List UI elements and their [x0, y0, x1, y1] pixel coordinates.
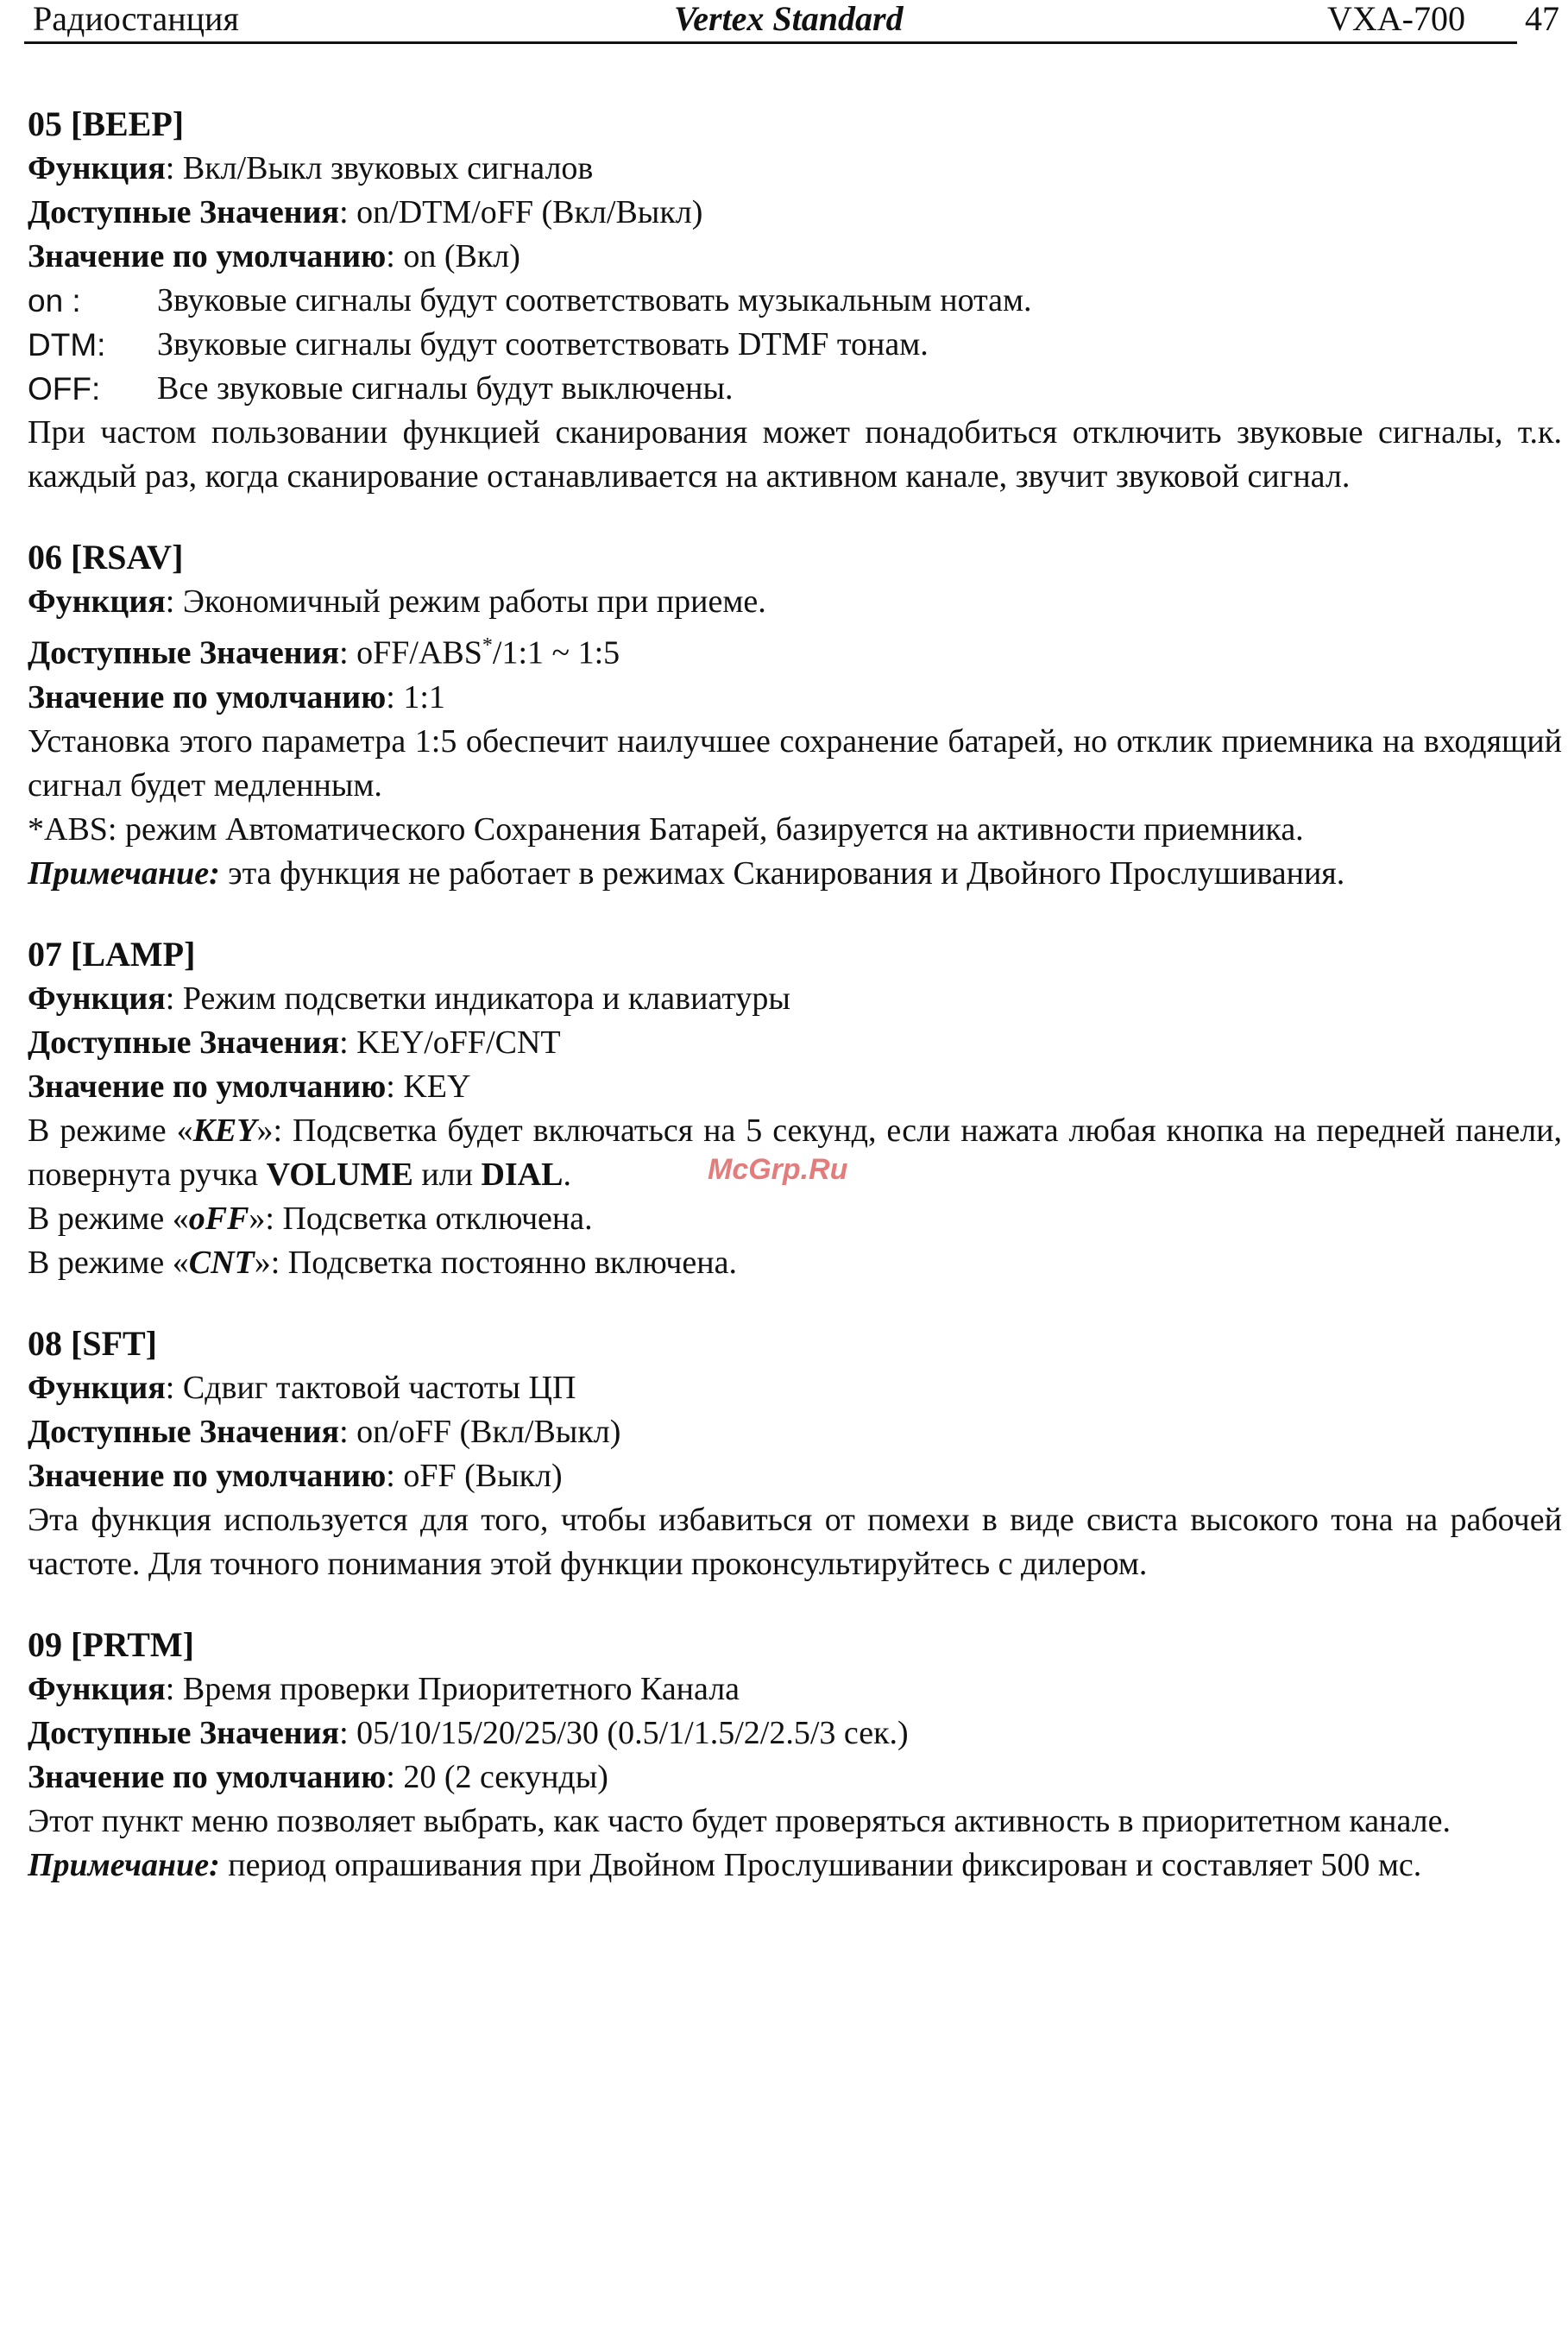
mode-cnt: CNT: [188, 1244, 255, 1281]
label-note: Примечание:: [28, 1846, 220, 1883]
section-rsav: [28, 535, 1564, 896]
values-line: Доступные Значения: oFF/ABS*/1:1 ~ 1:5: [28, 634, 620, 671]
label-default: Значение по умолчанию: [28, 1068, 387, 1105]
note-text: эта функция не работает в режимах Сканирования и Двойного Прослушивания.: [228, 854, 1345, 892]
option-row: [28, 279, 1564, 323]
option-row: [28, 323, 1564, 367]
default-line: Значение по умолчанию: on (Вкл): [28, 238, 520, 274]
label-function: Функция: [28, 583, 166, 620]
values-value: KEY/oFF/CNT: [356, 1024, 561, 1061]
option-code: OFF:: [28, 371, 101, 407]
mode-key: KEY: [192, 1112, 257, 1149]
default-line: Значение по умолчанию: 20 (2 секунды): [28, 1758, 608, 1795]
function-line: Функция: Экономичный режим работы при приеме.: [28, 583, 766, 620]
mode-off: oFF: [188, 1200, 249, 1237]
label-function: Функция: [28, 150, 166, 186]
default-line: Значение по умолчанию: 1:1: [28, 678, 445, 715]
section-lamp: [28, 932, 1564, 1285]
header-model: VXA-700: [1327, 0, 1465, 38]
page-number: 47: [1525, 0, 1559, 38]
header-brand: Vertex Standard: [674, 0, 904, 38]
label-default: Значение по умолчанию: [28, 238, 387, 274]
label-note: Примечание:: [28, 854, 220, 892]
function-value: Режим подсветки индикатора и клавиатуры: [182, 980, 790, 1017]
label-values: Доступные Значения: [28, 1413, 340, 1450]
label-values: Доступные Значения: [28, 634, 340, 671]
option-code: on :: [28, 283, 81, 318]
label-function: Функция: [28, 1369, 166, 1406]
option-desc: Звуковые сигналы будут соответствовать DTMF тонам.: [157, 326, 929, 362]
default-value: oFF (Выкл): [403, 1457, 563, 1494]
function-line: Функция: Режим подсветки индикатора и клавиатуры: [28, 980, 790, 1017]
note-line: [28, 852, 1564, 896]
label-function: Функция: [28, 1670, 166, 1707]
default-value: KEY: [403, 1068, 471, 1105]
values-line: Доступные Значения: on/oFF (Вкл/Выкл): [28, 1413, 621, 1450]
section-paragraph: При частом пользовании функцией сканирования может понадобиться отключить звуковые сигналы, т.к. каждый раз, когда сканирование останавливается на активном канале, звучит звуковой сигнал.: [28, 414, 1562, 495]
values-line: Доступные Значения: KEY/oFF/CNT: [28, 1024, 561, 1061]
label-default: Значение по умолчанию: [28, 1457, 387, 1494]
section-title: 07 [LAMP]: [28, 934, 196, 974]
note-text: период опрашивания при Двойном Прослушивании фиксирован и составляет 500 мс.: [228, 1846, 1422, 1883]
section-paragraph: В режиме «KEY»: Подсветка будет включаться на 5 секунд, если нажата любая кнопка на передней панели, повернута ручка VOLUME или DIAL.: [28, 1112, 1562, 1193]
default-line: Значение по умолчанию: oFF (Выкл): [28, 1457, 563, 1494]
label-values: Доступные Значения: [28, 1024, 340, 1061]
page-header: [24, 0, 1517, 44]
label-function: Функция: [28, 980, 166, 1017]
default-value: 20 (2 секунды): [403, 1758, 608, 1795]
values-line: Доступные Значения: on/DTM/oFF (Вкл/Выкл): [28, 194, 703, 230]
footnote: *ABS: режим Автоматического Сохранения Батарей, базируется на активности приемника.: [28, 810, 1304, 848]
document-body: [28, 102, 1564, 1924]
values-value: oFF/ABS: [356, 634, 482, 671]
section-title: 05 [BEEP]: [28, 104, 185, 143]
default-line: Значение по умолчанию: KEY: [28, 1068, 471, 1105]
label-default: Значение по умолчанию: [28, 1758, 387, 1795]
function-value: Вкл/Выкл звуковых сигналов: [182, 150, 594, 186]
section-beep: [28, 102, 1564, 499]
option-code: DTM:: [28, 327, 106, 362]
header-left: Радиостанция: [33, 0, 239, 38]
section-paragraph: Эта функция используется для того, чтобы избавиться от помехи в виде свиста высокого тона на рабочей частоте. Для точного понимания этой функции проконсультируйтесь с дилером.: [28, 1501, 1562, 1582]
footnote-mark: *: [482, 634, 493, 657]
function-value: Экономичный режим работы при приеме.: [182, 583, 766, 620]
values-value: 05/10/15/20/25/30 (0.5/1/1.5/2/2.5/3 сек.): [356, 1714, 909, 1751]
dial-label: DIAL: [481, 1156, 564, 1193]
function-line: Функция: Вкл/Выкл звуковых сигналов: [28, 150, 594, 186]
mode-line: В режиме «oFF»: Подсветка отключена.: [28, 1200, 593, 1237]
function-value: Сдвиг тактовой частоты ЦП: [182, 1369, 576, 1406]
watermark: McGrp.Ru: [708, 1153, 848, 1186]
section-paragraph: Установка этого параметра 1:5 обеспечит наилучшее сохранение батарей, но отклик приемника на входящий сигнал будет медленным.: [28, 722, 1562, 804]
option-desc: Все звуковые сигналы будут выключены.: [157, 370, 734, 407]
function-line: Функция: Сдвиг тактовой частоты ЦП: [28, 1369, 576, 1406]
label-values: Доступные Значения: [28, 1714, 340, 1751]
section-prtm: [28, 1623, 1564, 1888]
function-value: Время проверки Приоритетного Канала: [182, 1670, 740, 1707]
values-line: Доступные Значения: 05/10/15/20/25/30 (0.5/1/1.5/2/2.5/3 сек.): [28, 1714, 909, 1751]
label-default: Значение по умолчанию: [28, 678, 387, 715]
values-value-rest: /1:1 ~ 1:5: [492, 634, 620, 671]
section-sft: [28, 1321, 1564, 1586]
section-title: 09 [PRTM]: [28, 1624, 194, 1664]
option-desc: Звуковые сигналы будут соответствовать музыкальным нотам.: [157, 282, 1032, 318]
default-value: on (Вкл): [403, 238, 520, 274]
section-paragraph: Этот пункт меню позволяет выбрать, как часто будет проверяться активность в приоритетном канале.: [28, 1802, 1451, 1839]
values-value: on/DTM/oFF (Вкл/Выкл): [356, 194, 703, 230]
label-values: Доступные Значения: [28, 194, 340, 230]
mode-line: В режиме «CNT»: Подсветка постоянно включена.: [28, 1244, 737, 1281]
option-row: [28, 367, 1564, 411]
note-line: [28, 1844, 1562, 1888]
default-value: 1:1: [403, 678, 445, 715]
section-title: 06 [RSAV]: [28, 538, 184, 577]
function-line: Функция: Время проверки Приоритетного Канала: [28, 1670, 740, 1707]
values-value: on/oFF (Вкл/Выкл): [356, 1413, 621, 1450]
volume-label: VOLUME: [266, 1156, 413, 1193]
section-title: 08 [SFT]: [28, 1323, 157, 1363]
